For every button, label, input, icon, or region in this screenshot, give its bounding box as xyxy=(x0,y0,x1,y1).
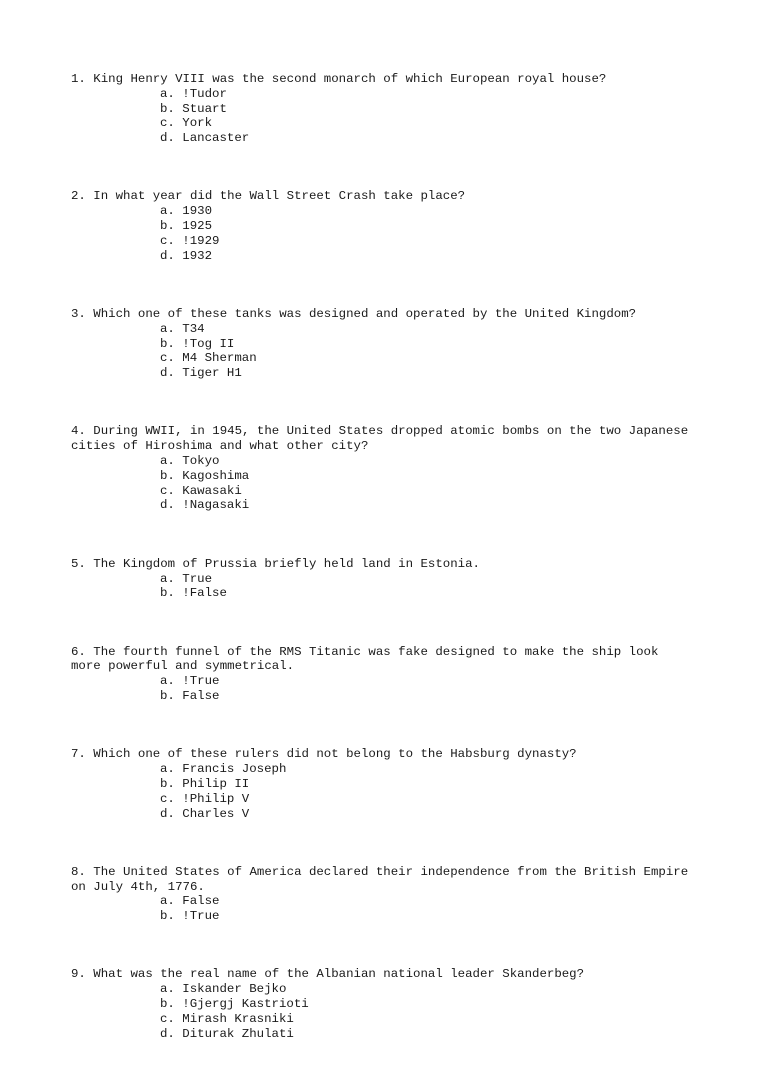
option: d. Lancaster xyxy=(160,131,250,146)
question-6 xyxy=(71,645,711,704)
option-list xyxy=(71,982,711,1041)
option: b. !False xyxy=(160,586,227,601)
option: b. Stuart xyxy=(160,101,227,116)
option: a. T34 xyxy=(160,321,205,336)
option-list xyxy=(71,674,711,704)
option: b. Philip II xyxy=(160,776,250,791)
question-2 xyxy=(71,189,711,263)
option: a. False xyxy=(160,894,220,909)
question-text: 4. During WWII, in 1945, the United States dropped atomic bombs on the two Japanese cities of Hiroshima and what other city? xyxy=(71,424,689,454)
option: d. 1932 xyxy=(160,248,213,263)
option-list xyxy=(71,204,711,263)
option: d. !Nagasaki xyxy=(160,498,250,513)
question-5 xyxy=(71,557,711,601)
option: b. Kagoshima xyxy=(160,468,250,483)
option: a. Francis Joseph xyxy=(160,762,287,777)
option-list xyxy=(71,762,711,821)
question-text: 1. King Henry VIII was the second monarch of which European royal house? xyxy=(71,72,607,86)
question-text: 8. The United States of America declared their independence from the British Empire on July 4th, 1776. xyxy=(71,864,689,894)
option: b. !True xyxy=(160,909,220,924)
option: a. 1930 xyxy=(160,204,213,219)
option: c. York xyxy=(160,116,213,131)
option: d. Diturak Zhulati xyxy=(160,1026,294,1041)
option: c. M4 Sherman xyxy=(160,351,257,366)
option: a. !Tudor xyxy=(160,86,227,101)
question-text: 6. The fourth funnel of the RMS Titanic was fake designed to make the ship look more powerful and symmetrical. xyxy=(71,644,659,674)
question-text: 5. The Kingdom of Prussia briefly held land in Estonia. xyxy=(71,556,480,571)
question-7 xyxy=(71,747,711,821)
question-4 xyxy=(71,424,711,513)
option-list xyxy=(71,894,711,924)
quiz-document xyxy=(71,72,711,1085)
question-1 xyxy=(71,72,711,146)
option: c. Kawasaki xyxy=(160,483,242,498)
option-list xyxy=(71,572,711,602)
option: c. !Philip V xyxy=(160,791,250,806)
question-text: 3. Which one of these tanks was designed and operated by the United Kingdom? xyxy=(71,306,637,321)
option: d. Charles V xyxy=(160,806,250,821)
option: a. Tokyo xyxy=(160,454,220,469)
question-3 xyxy=(71,307,711,381)
question-text: 7. Which one of these rulers did not belong to the Habsburg dynasty? xyxy=(71,747,577,762)
question-text: 2. In what year did the Wall Street Crash take place? xyxy=(71,189,466,204)
option-list xyxy=(71,322,711,381)
question-8 xyxy=(71,865,711,924)
option: a. !True xyxy=(160,674,220,689)
option: b. !Tog II xyxy=(160,336,235,351)
option-list xyxy=(71,87,711,146)
question-9 xyxy=(71,967,711,1041)
option: b. !Gjergj Kastrioti xyxy=(160,997,309,1012)
option: a. True xyxy=(160,571,213,586)
option-list xyxy=(71,454,711,513)
option: d. Tiger H1 xyxy=(160,366,242,381)
option: b. False xyxy=(160,689,220,704)
option: c. !1929 xyxy=(160,233,220,248)
option: b. 1925 xyxy=(160,219,213,234)
option: c. Mirash Krasniki xyxy=(160,1011,294,1026)
question-text: 9. What was the real name of the Albanian national leader Skanderbeg? xyxy=(71,967,585,982)
option: a. Iskander Bejko xyxy=(160,982,287,997)
